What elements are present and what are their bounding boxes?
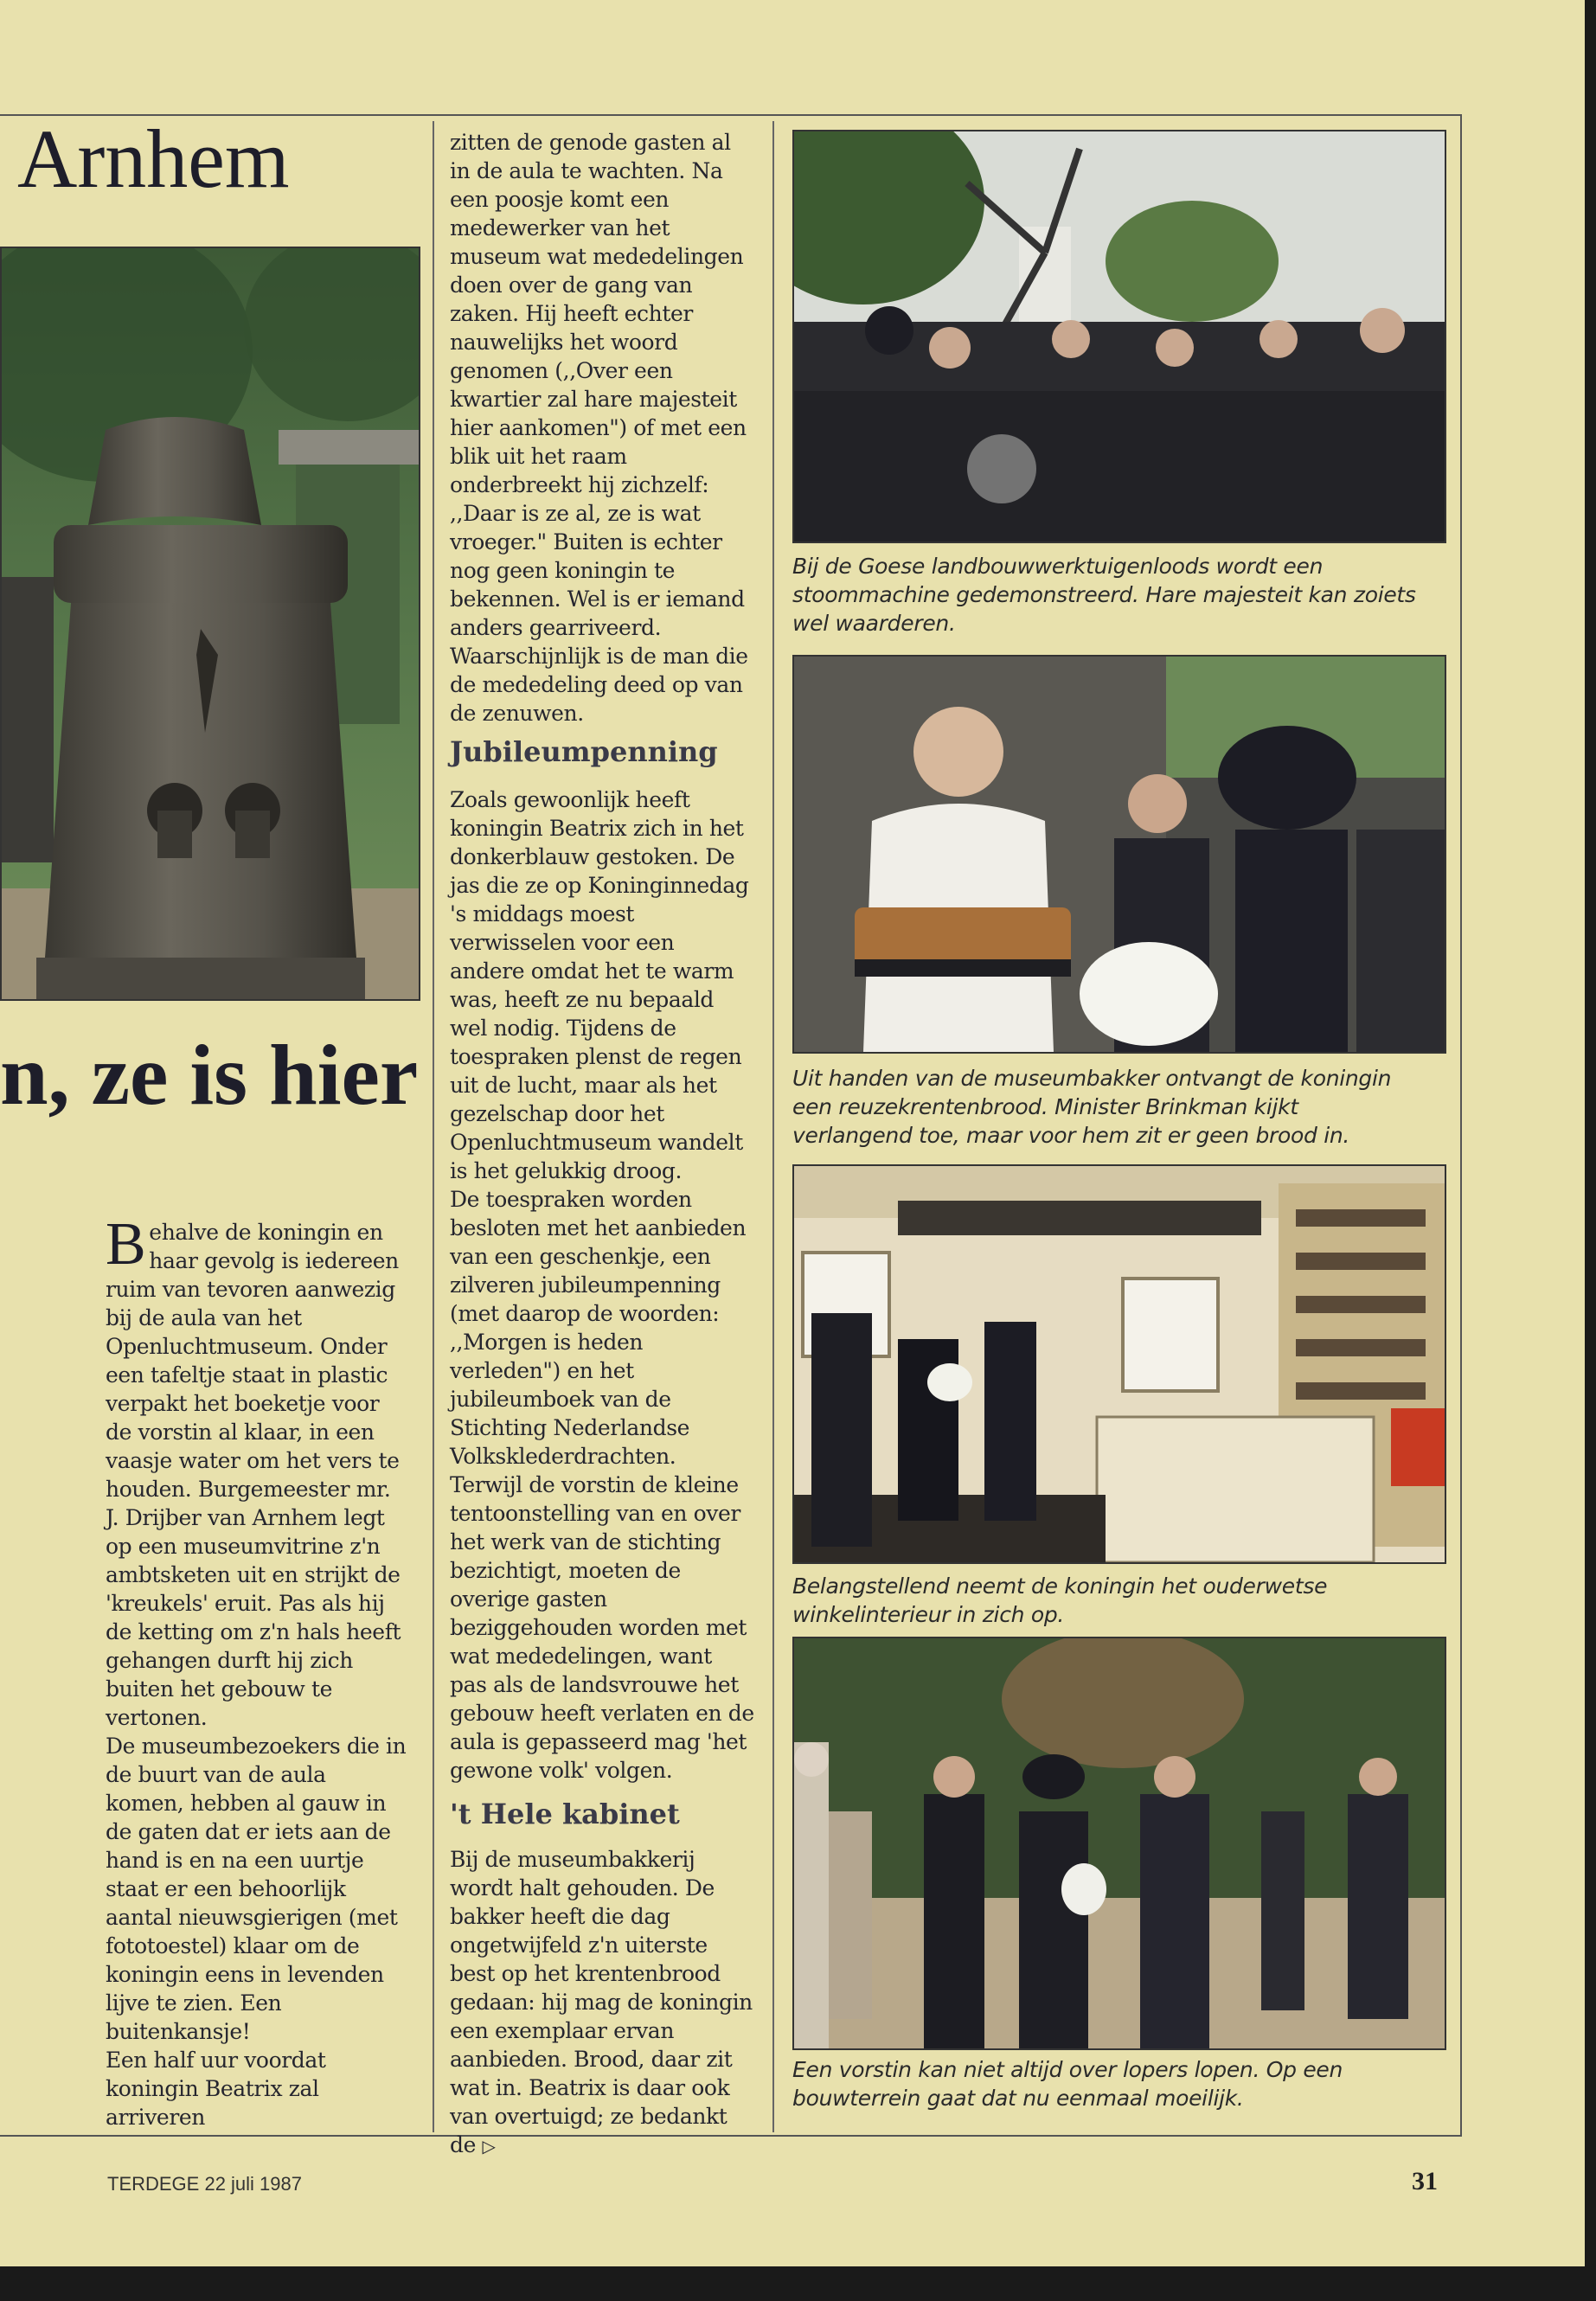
headline-bottom: n, ze is hier xyxy=(0,1027,419,1123)
subhead-jubileumpenning: Jubileumpenning xyxy=(450,735,718,768)
col1-paragraph-2: De museumbezoekers die in de buurt van de aula komen, hebben al gauw in de gaten dat er iets aan de hand is en na een uurtje staat er een behoorlijk aantal nieuwsgierigen (met fototoestel) klaar om de koningin eens in levenden lijve te zien. Een buitenkansje! xyxy=(106,1734,407,2044)
right-frame-rule xyxy=(1460,114,1462,2135)
photo-shop-interior xyxy=(792,1164,1446,1564)
col2-section1-paragraph-1: Zoals gewoonlijk heeft koningin Beatrix zich in het donkerblauw gestoken. De jas die ze op Koninginnedag 's middags moest verwisselen voor een andere omdat het te warm was, heeft ze nu bepaald wel nodig. Tijdens de toespraken plenst de regen uit de lucht, maar als het gezelschap door het Openluchtmuseum wandelt is het gelukkig droog. xyxy=(450,787,749,1183)
column-divider-1 xyxy=(433,121,434,2132)
article-column-2-top xyxy=(450,128,754,727)
footer-publication: TERDEGE 22 juli 1987 xyxy=(107,2173,302,2195)
walking-group-image xyxy=(794,1638,1445,2048)
continue-arrow-icon: ▷ xyxy=(482,2136,496,2157)
col1-paragraph-3: Een half uur voordat koningin Beatrix zal arriveren xyxy=(106,2048,326,2130)
col2-section2: Bij de museumbakkerij wordt halt gehouden. De bakker heeft die dag ongetwijfeld z'n uiterste best op het krentenbrood gedaan: hij mag de koningin een exemplaar ervan aanbieden. Brood, daar zit wat in. Beatrix is daar ook van overtuigd; ze bedankt de xyxy=(450,1847,753,2157)
pump-photo xyxy=(0,247,420,1001)
photo-windmill-crowd xyxy=(792,130,1446,543)
photo-walking-group xyxy=(792,1637,1446,2050)
shop-interior-image xyxy=(794,1166,1445,1562)
col1-paragraph-1: ehalve de koningin en haar gevolg is iedereen ruim van tevoren aanwezig bij de aula van het Openluchtmuseum. Onder een tafeltje staat in plastic verpakt het boeketje voor de vorstin al klaar, in een vaasje water om het vers te houden. Burgemeester mr. J. Drijber van Arnhem legt op een museumvitrine z'n ambtsketen uit en strijkt de 'kreukels' eruit. Pas als hij de ketting om z'n hals heeft gehangen durft hij zich buiten het gebouw te vertonen. xyxy=(106,1220,401,1730)
column-divider-2 xyxy=(772,121,774,2132)
drop-cap: B xyxy=(106,1211,146,1278)
caption-shop: Belangstellend neemt de koningin het ouderwetse winkelinterieur in zich op. xyxy=(792,1574,1328,1627)
windmill-crowd-image xyxy=(794,131,1445,542)
caption-baker: Uit handen van de museumbakker ontvangt de koningin een reuzekrentenbrood. Minister Brinkman kijkt verlangend toe, maar voor hem zit er geen brood in. xyxy=(792,1066,1392,1148)
headline-top: Arnhem xyxy=(17,112,290,205)
col2-section1-paragraph-2: De toespraken worden besloten met het aanbieden van een geschenkje, een zilveren jubileumpenning (met daarop de woorden: ,,Morgen is heden verleden") en het jubileumboek van de Stichting Nederlandse Volksklederdrachten. Terwijl de vorstin de kleine tentoonstelling van en over het werk van de stichting bezichtigt, moeten de overige gasten beziggehouden worden met wat mededelingen, want pas als de landsvrouwe het gebouw heeft verlaten en de aula is gepasseerd mag 'het gewone volk' volgen. xyxy=(450,1187,754,1783)
photo-baker-bread xyxy=(792,655,1446,1054)
article-column-2-mid xyxy=(450,785,754,1785)
article-column-2-bottom xyxy=(450,1845,754,2161)
caption-windmill: Bij de Goese landbouwwerktuigenloods wordt een stoommachine gedemonstreerd. Hare majesteit kan zoiets wel waarderen. xyxy=(792,554,1416,636)
caption-walking: Een vorstin kan niet altijd over lopers lopen. Op een bouwterrein gaat dat nu eenmaal moeilijk. xyxy=(792,2057,1343,2111)
col2-intro: zitten de genode gasten al in de aula te wachten. Na een poosje komt een medewerker van het museum wat mededelingen doen over de gang van zaken. Hij heeft echter nauwelijks het woord genomen (,,Over een kwartier zal hare majesteit hier aankomen") of met een blik uit het raam onderbreekt hij zichzelf: ,,Daar is ze al, ze is wat vroeger." Buiten is echter nog geen koningin te bekennen. Wel is er iemand anders gearriveerd. Waarschijnlijk is de man die de mededeling deed op van de zenuwen. xyxy=(450,130,748,726)
subhead-hele-kabinet: 't Hele kabinet xyxy=(450,1798,680,1830)
page-number: 31 xyxy=(1412,2167,1438,2195)
pump-photo-image xyxy=(2,248,419,999)
article-column-1 xyxy=(106,1211,408,2131)
baker-bread-image xyxy=(794,657,1445,1052)
